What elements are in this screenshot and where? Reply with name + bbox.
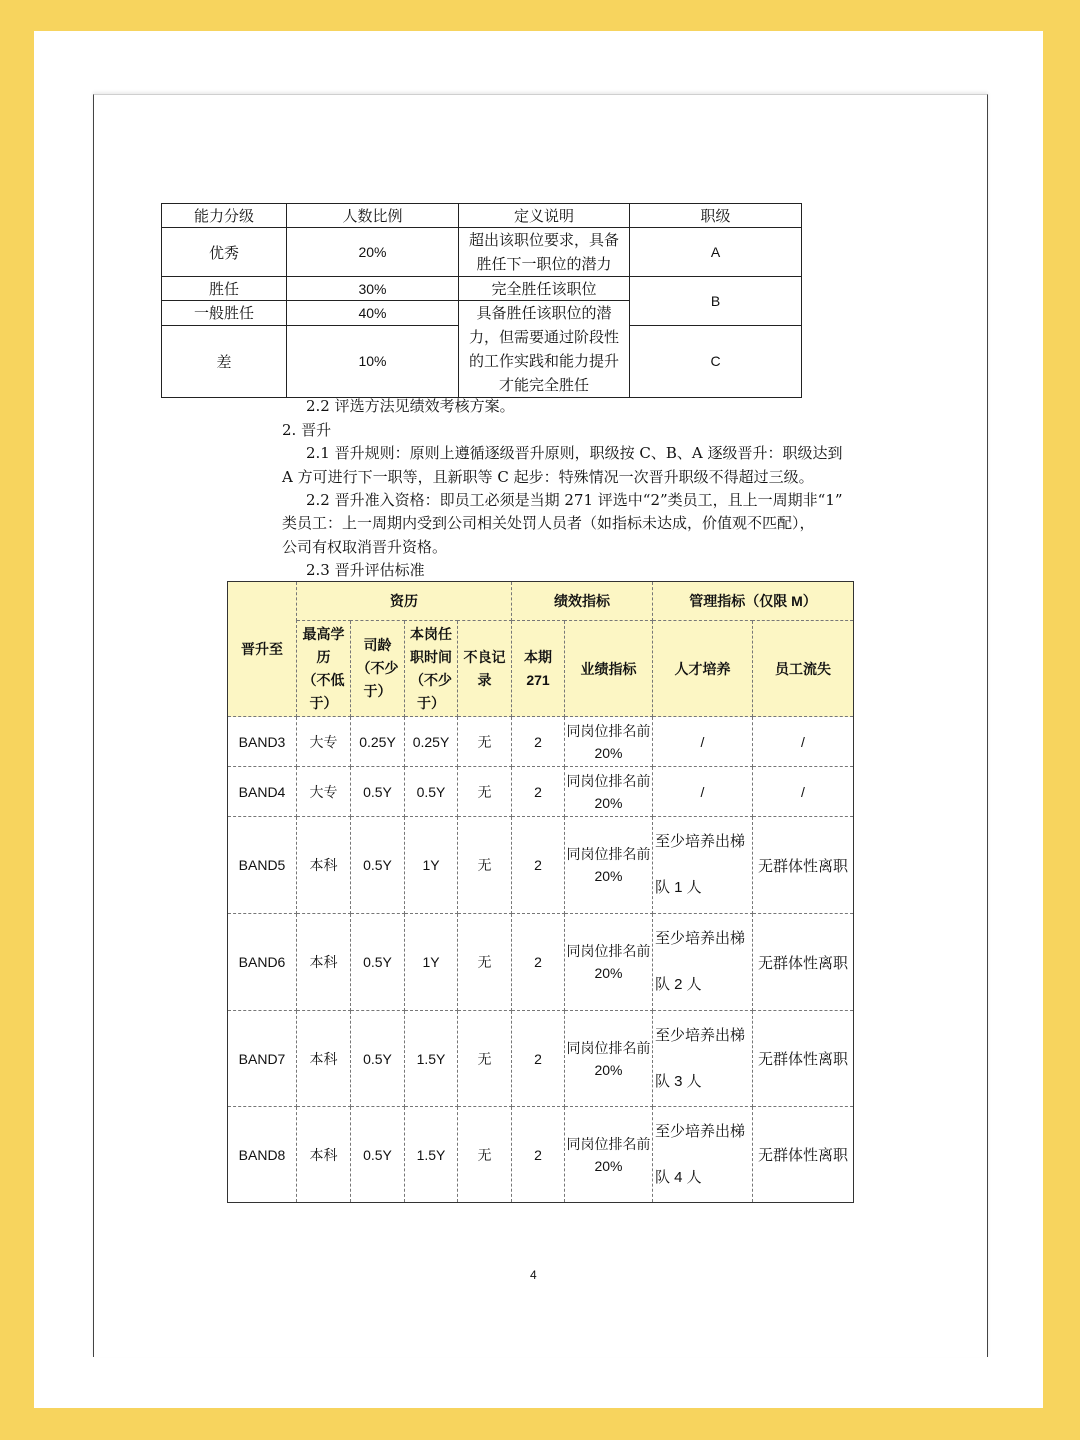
bad-record-cell: 无 (458, 767, 512, 817)
table-row (228, 817, 854, 914)
ratio-average: 40% (287, 301, 459, 326)
table-row (228, 1107, 854, 1203)
header-education: 最高学 历 （不低 于） (297, 621, 351, 717)
bad-record-cell: 无 (458, 817, 512, 914)
tenure-cell: 0.25Y (351, 717, 405, 767)
post-time-cell: 0.5Y (405, 767, 458, 817)
para-selection-method: 2.2 评选方法见绩效考核方案。 (306, 397, 515, 415)
ratio-poor: 10% (287, 325, 459, 397)
post-time-cell: 1Y (405, 914, 458, 1011)
table-row (228, 717, 854, 767)
education-cell: 本科 (297, 1107, 351, 1203)
kpi-cell: 同岗位排名前 20% (565, 914, 653, 1011)
kpi-cell: 同岗位排名前 20% (565, 767, 653, 817)
grade-a: A (630, 228, 802, 277)
education-cell: 本科 (297, 817, 351, 914)
turnover-cell: 无群体性离职 (753, 1011, 854, 1107)
header-ratio: 人数比例 (287, 204, 459, 228)
bad-record-cell: 无 (458, 1011, 512, 1107)
table-row (228, 1011, 854, 1107)
kpi-cell: 同岗位排名前 20% (565, 717, 653, 767)
tenure-cell: 0.5Y (351, 767, 405, 817)
kpi-cell: 同岗位排名前 20% (565, 817, 653, 914)
post-time-cell: 1.5Y (405, 1107, 458, 1203)
level-poor: 差 (162, 325, 287, 397)
tenure-cell: 0.5Y (351, 1107, 405, 1203)
talent-cell: 至少培养出梯 队 4 人 (653, 1107, 753, 1203)
kpi-cell: 同岗位排名前 20% (565, 1107, 653, 1203)
post-time-cell: 1.5Y (405, 1011, 458, 1107)
post-time-cell: 0.25Y (405, 717, 458, 767)
header-performance: 绩效指标 (512, 582, 653, 621)
education-cell: 本科 (297, 1011, 351, 1107)
para-rule-line1: 2.1 晋升规则：原则上遵循逐级晋升原则，职级按 C、B、A 逐级晋升：职级达到 (306, 444, 843, 462)
kpi-cell: 同岗位排名前 20% (565, 1011, 653, 1107)
header-management: 管理指标（仅限 M） (653, 582, 854, 621)
band-cell: BAND4 (228, 767, 297, 817)
promotion-criteria-table (227, 581, 854, 1203)
header-definition: 定义说明 (459, 204, 630, 228)
turnover-cell: 无群体性离职 (753, 914, 854, 1011)
turnover-cell: 无群体性离职 (753, 817, 854, 914)
talent-cell: 至少培养出梯 队 3 人 (653, 1011, 753, 1107)
header-promote-to: 晋升至 (228, 582, 297, 717)
header-talent: 人才培养 (653, 621, 753, 717)
header-kpi: 业绩指标 (565, 621, 653, 717)
rating-271-cell: 2 (512, 817, 565, 914)
table-row (228, 767, 854, 817)
talent-cell: / (653, 767, 753, 817)
header-grade: 职级 (630, 204, 802, 228)
bad-record-cell: 无 (458, 914, 512, 1011)
ability-level-table (161, 203, 802, 398)
para-qual-line3: 公司有权取消晋升资格。 (282, 538, 448, 556)
band-cell: BAND6 (228, 914, 297, 1011)
para-eval-standard: 2.3 晋升评估标准 (306, 561, 425, 579)
section-promotion-heading: 2. 晋升 (282, 421, 332, 439)
def-average: 具备胜任该职位的潜力，但需要通过阶段性的工作实践和能力提升才能完全胜任 (459, 301, 630, 398)
turnover-cell: / (753, 717, 854, 767)
header-ability-level: 能力分级 (162, 204, 287, 228)
band-cell: BAND5 (228, 817, 297, 914)
band-cell: BAND3 (228, 717, 297, 767)
band-cell: BAND7 (228, 1011, 297, 1107)
post-time-cell: 1Y (405, 817, 458, 914)
header-qualification: 资历 (297, 582, 512, 621)
turnover-cell: / (753, 767, 854, 817)
turnover-cell: 无群体性离职 (753, 1107, 854, 1203)
grade-c: C (630, 325, 802, 397)
rating-271-cell: 2 (512, 914, 565, 1011)
level-average: 一般胜任 (162, 301, 287, 326)
def-excellent: 超出该职位要求，具备胜任下一职位的潜力 (459, 228, 630, 277)
talent-cell: 至少培养出梯 队 2 人 (653, 914, 753, 1011)
education-cell: 大专 (297, 767, 351, 817)
tenure-cell: 0.5Y (351, 1011, 405, 1107)
header-tenure: 司龄 （不少 于） (351, 621, 405, 717)
talent-cell: 至少培养出梯 队 1 人 (653, 817, 753, 914)
header-turnover: 员工流失 (753, 621, 854, 717)
band-cell: BAND8 (228, 1107, 297, 1203)
header-271: 本期 271 (512, 621, 565, 717)
bad-record-cell: 无 (458, 1107, 512, 1203)
tenure-cell: 0.5Y (351, 914, 405, 1011)
table-row (228, 914, 854, 1011)
def-competent: 完全胜任该职位 (459, 277, 630, 301)
header-post-time: 本岗任 职时间 （不少 于） (405, 621, 458, 717)
page-number: 4 (530, 1268, 537, 1282)
rating-271-cell: 2 (512, 767, 565, 817)
grade-b: B (630, 277, 802, 326)
ratio-excellent: 20% (287, 228, 459, 277)
rating-271-cell: 2 (512, 1107, 565, 1203)
talent-cell: / (653, 717, 753, 767)
ratio-competent: 30% (287, 277, 459, 301)
para-qual-line2: 类员工：上一周期内受到公司相关处罚人员者（如指标未达成，价值观不匹配）， (282, 514, 815, 532)
tenure-cell: 0.5Y (351, 817, 405, 914)
level-competent: 胜任 (162, 277, 287, 301)
bad-record-cell: 无 (458, 717, 512, 767)
header-bad-record: 不良记 录 (458, 621, 512, 717)
education-cell: 大专 (297, 717, 351, 767)
rating-271-cell: 2 (512, 1011, 565, 1107)
para-rule-line2: A 方可进行下一职等，且新职等 C 起步：特殊情况一次晋升职级不得超过三级。 (282, 468, 814, 486)
para-qual-line1: 2.2 晋升准入资格：即员工必须是当期 271 评选中“2”类员工，且上一周期非“1” (306, 491, 843, 509)
level-excellent: 优秀 (162, 228, 287, 277)
education-cell: 本科 (297, 914, 351, 1011)
rating-271-cell: 2 (512, 717, 565, 767)
